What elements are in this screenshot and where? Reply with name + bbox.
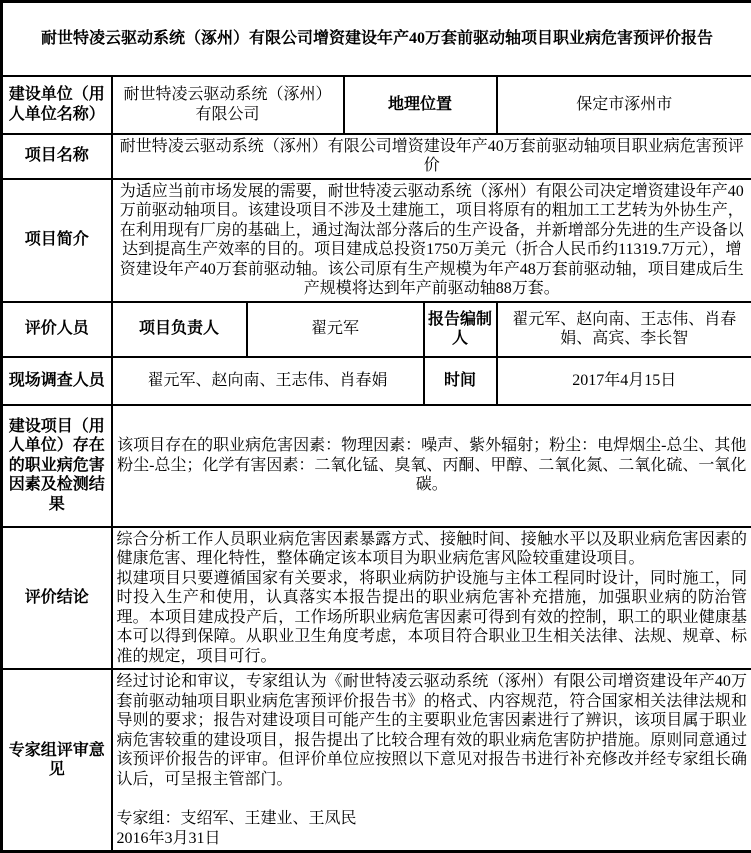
project-name-row bbox=[2, 134, 751, 179]
field-survey-row bbox=[2, 357, 751, 405]
project-leader-value: 翟元军 bbox=[247, 302, 424, 357]
hazard-factors-value: 该项目存在的职业病危害因素：物理因素：噪声、紫外辐射；粉尘：电焊烟尘-总尘、其他粉尘-总尘；化学有害因素：二氧化锰、臭氧、丙酮、甲醇、二氧化氮、二氧化硫、一氧化碳。 bbox=[112, 405, 751, 527]
expert-review-date-line: 2016年3月31日 bbox=[117, 829, 748, 849]
title-row bbox=[2, 2, 751, 76]
construction-unit-label: 建设单位（用人单位名称） bbox=[2, 76, 112, 134]
conclusion-paragraph-1: 综合分析工作人员职业病危害因素暴露方式、接触时间、接触水平以及职业病危害因素的健康危害、理化特性，整体确定该本项目为职业病危害风险较重建设项目。 bbox=[117, 530, 748, 569]
project-leader-label: 项目负责人 bbox=[112, 302, 247, 357]
project-name-label: 项目名称 bbox=[2, 134, 112, 179]
field-survey-value: 翟元军、赵向南、王志伟、肖春娟 bbox=[112, 357, 424, 405]
expert-review-body: 经过讨论和审议，专家组认为《耐世特凌云驱动系统（涿州）有限公司增资建设年产40万套前驱动轴项目职业病危害预评价报告书》的格式、内容规范，符合国家相关法律法规和导则的要求；报告对建设项目可能产生的主要职业危害因素进行了辨识，该项目属于职业病危害较重的建设项目，报告提出了比较合理有效的职业病危害防护措施。原则同意通过该预评价报告的评审。但评价单位应按照以下意见对报告书进行补充修改并经专家组长确认后，可呈报主管部门。 bbox=[117, 672, 748, 789]
location-label: 地理位置 bbox=[344, 76, 497, 134]
expert-review-experts-line: 专家组：支绍军、王建业、王凤民 bbox=[117, 809, 748, 829]
evaluators-label: 评价人员 bbox=[2, 302, 112, 357]
project-name-value: 耐世特凌云驱动系统（涿州）有限公司增资建设年产40万套前驱动轴项目职业病危害预评价 bbox=[112, 134, 751, 179]
conclusion-value bbox=[112, 527, 751, 670]
hazard-factors-label: 建设项目（用人单位）存在的职业病危害因素及检测结果 bbox=[2, 405, 112, 527]
construction-unit-value: 耐世特凌云驱动系统（涿州）有限公司 bbox=[112, 76, 344, 134]
evaluators-row bbox=[2, 302, 751, 357]
location-value: 保定市涿州市 bbox=[497, 76, 751, 134]
project-summary-value: 为适应当前市场发展的需要，耐世特凌云驱动系统（涿州）有限公司决定增资建设年产40万前驱动轴项目。该建设项目不涉及土建施工，项目将原有的粗加工工艺转为外协生产，在利用现有厂房的基础上，通过淘汰部分落后的生产设备，并新增部分先进的生产设备以达到提高生产效率的目的。项目建成总投资1750万美元（折合人民币约11319.7万元），增资建设年产40万套前驱动轴。该公司原有生产规模为年产48万套前驱动轴，项目建成后生产规模将达到年产前驱动轴88万套。 bbox=[112, 179, 751, 302]
report-compilers-label: 报告编制人 bbox=[424, 302, 497, 357]
conclusion-label: 评价结论 bbox=[2, 527, 112, 670]
project-summary-row bbox=[2, 179, 751, 302]
construction-unit-row bbox=[2, 76, 751, 134]
field-survey-label: 现场调查人员 bbox=[2, 357, 112, 405]
report-title: 耐世特凌云驱动系统（涿州）有限公司增资建设年产40万套前驱动轴项目职业病危害预评价报告 bbox=[2, 2, 751, 76]
expert-review-value bbox=[112, 669, 751, 852]
project-summary-label: 项目简介 bbox=[2, 179, 112, 302]
expert-review-label: 专家组评审意见 bbox=[2, 669, 112, 852]
conclusion-paragraph-2: 拟建项目只要遵循国家有关要求，将职业病防护设施与主体工程同时设计，同时施工，同时投入生产和使用，认真落实本报告提出的职业病危害补充措施，加强职业病的防治管理。本项目建成投产后，工作场所职业病危害因素可得到有效的控制，职工的职业健康基本可以得到保障。从职业卫生角度考虑，本项目符合职业卫生相关法律、法规、规章、标准的规定，项目可行。 bbox=[117, 569, 748, 667]
expert-review-row bbox=[2, 669, 751, 852]
report-compilers-value: 翟元军、赵向南、王志伟、肖春娟、高宾、李长智 bbox=[497, 302, 751, 357]
hazard-factors-row bbox=[2, 405, 751, 527]
survey-time-label: 时间 bbox=[424, 357, 497, 405]
survey-time-value: 2017年4月15日 bbox=[497, 357, 751, 405]
conclusion-row bbox=[2, 527, 751, 670]
